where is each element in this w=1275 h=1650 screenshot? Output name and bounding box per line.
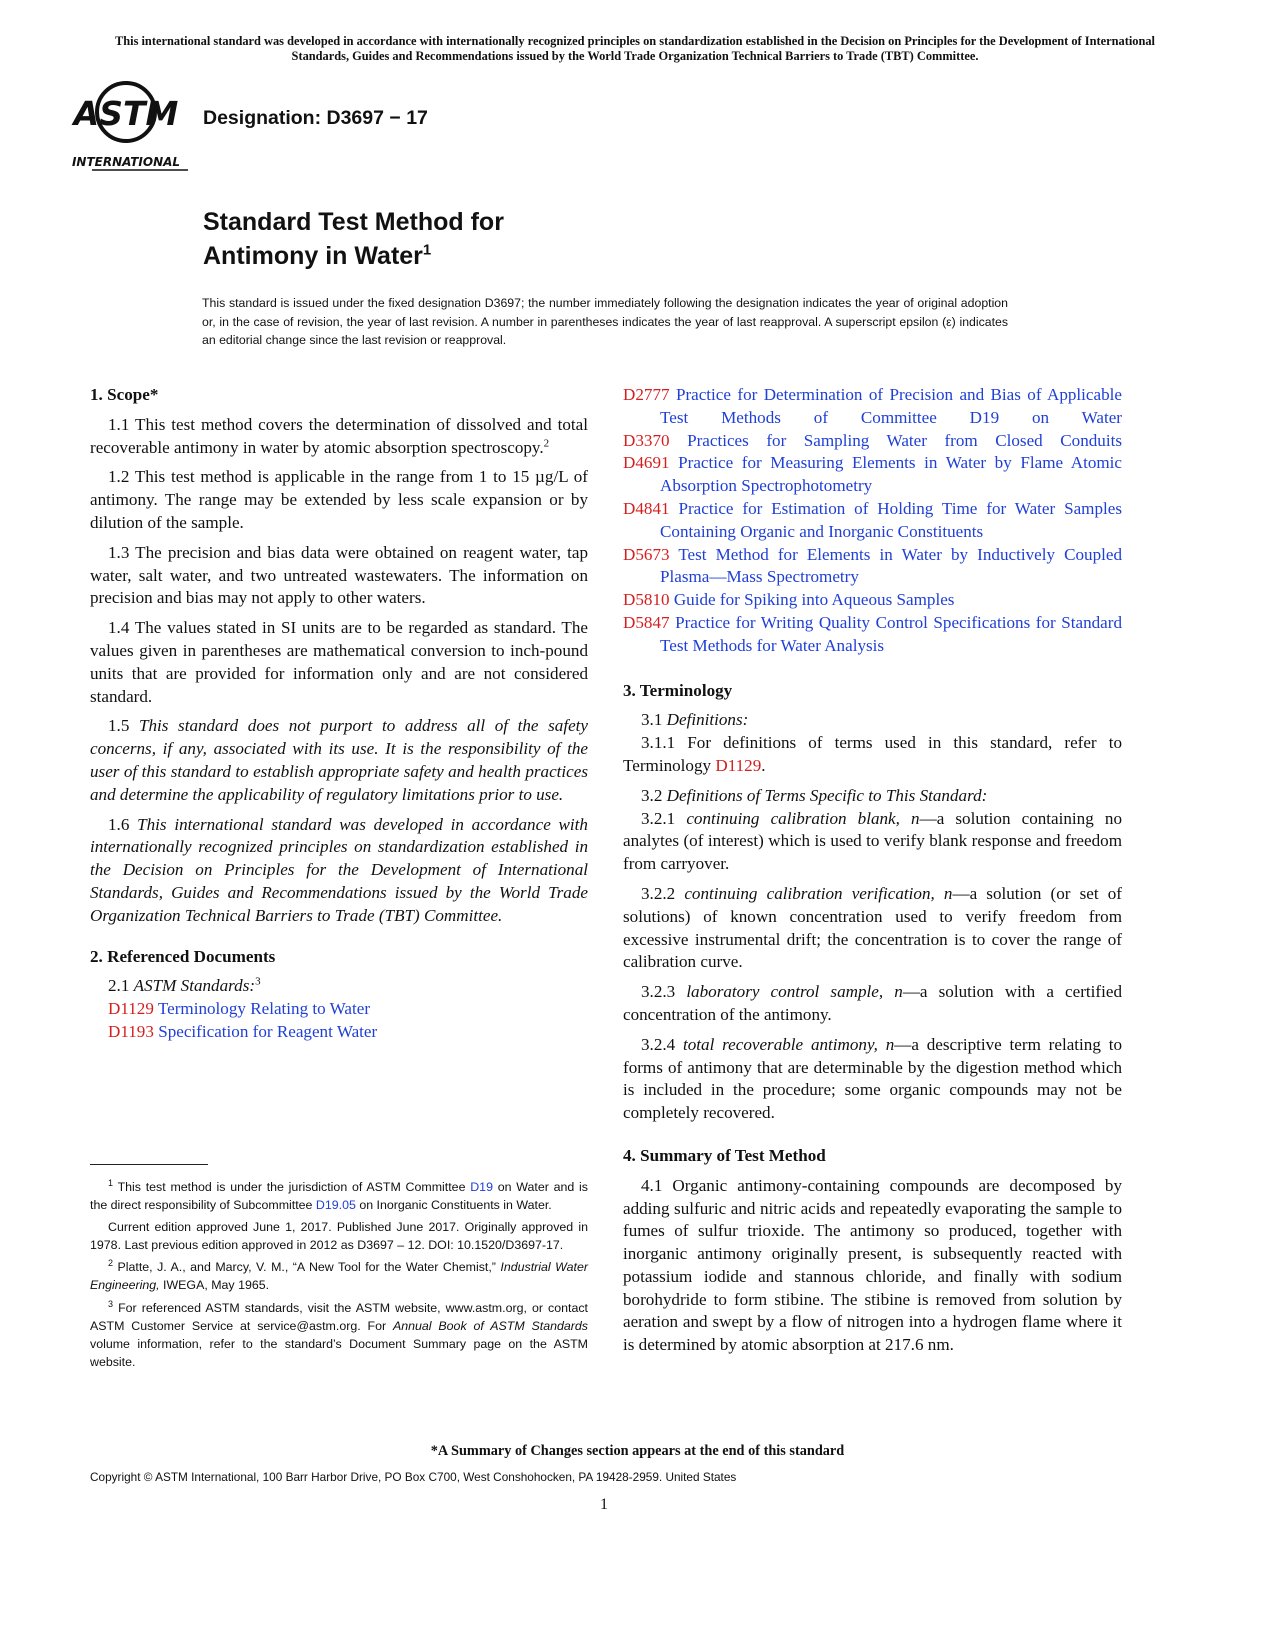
ref-d4691[interactable]: D4691 Practice for Measuring Elements in Water by Flame Atomic Absorption Spectrophotometry — [623, 453, 1122, 496]
left-column — [90, 384, 588, 1044]
paragraph-1-5: 1.5 This standard does not purport to address all of the safety concerns, if any, associated with its use. It is the responsibility of the user of this standard to establish appropriate safety and health practices and determine the applicability of regulatory limitations prior to use. — [90, 716, 588, 804]
footnote-link-d19[interactable]: D19 — [470, 1180, 493, 1194]
ref-d5673[interactable]: D5673 Test Method for Elements in Water by Inductively Coupled Plasma—Mass Spectrometry — [623, 544, 1123, 587]
ref-d1129[interactable]: D1129 Terminology Relating to Water — [108, 999, 371, 1019]
ref-d1193[interactable]: D1193 Specification for Reagent Water — [108, 1021, 378, 1041]
link-d1129[interactable]: D1129 — [715, 755, 762, 775]
designation: Designation: D3697 − 17 — [203, 107, 428, 129]
copyright-line: Copyright © ASTM International, 100 Barr Harbor Drive, PO Box C700, West Conshohocken, PA 19428-2959. United States — [90, 1470, 737, 1484]
title-footnote-mark: 1 — [422, 241, 432, 259]
footnote-1: $^1$ This test method is under the jurisdiction of ASTM Committee D19 on Water and is the direct responsibility of Subcommittee D19.05 on Inorganic Constituents in Water. — [90, 1177, 588, 1213]
title-line-1: Standard Test Method for — [203, 208, 504, 236]
footnote-link-d19-05[interactable]: D19.05 — [315, 1198, 356, 1213]
paragraph-3-2-1: 3.2.1 continuing calibration blank, n—a solution containing no analytes (of interest) which is used to verify blank response and freedom from carryover. — [623, 808, 1122, 874]
section-heading-terminology: 3. Terminology — [623, 680, 733, 700]
right-column — [623, 384, 1122, 1364]
paragraph-3-1: 3.1 Definitions: — [641, 710, 749, 730]
document-title — [203, 205, 504, 273]
page-number: 1 — [600, 1496, 608, 1513]
title-line-2: Antimony in Water$^1$ — [203, 241, 432, 270]
wto-notice: This international standard was developed in accordance with internationally recognized principles on standardization established in the Decision on Principles for the Development of International Standards, Guides and Recommendations issued by the World Trade Organization Technical Barriers to Trade (TBT) Committee. — [114, 34, 1156, 63]
ref-d5847[interactable]: D5847 Practice for Writing Quality Control Specifications for Standard Test Methods for Water Analysis — [623, 612, 1122, 655]
paragraph-2-1: 2.1 ASTM Standards:$^3$ — [108, 975, 261, 996]
paragraph-4-1: 4.1 Organic antimony-containing compounds are decomposed by adding sulfuric and nitric acids and repeatedly evaporating the sample to fumes of sulfur trioxide. The antimony so produced, together with inorganic antimony originally present, is subsequently reacted with potassium iodide and stannous chloride, and finally with sodium borohydride to form stibine. The stibine is removed from solution by aeration and swept by a flow of nitrogen into a hydrogen flame where it is determined by atomic absorption at 217.6 nm. — [623, 1175, 1122, 1355]
paragraph-3-2-2: 3.2.2 continuing calibration verification, n—a solution (or set of solutions) of known concentration used to verify freedom from excessive instrumental drift; the concentration is to cover the range of calibration curve. — [623, 883, 1122, 972]
ref-d2777[interactable]: D2777 Practice for Determination of Precision and Bias of Applicable Test Methods of Committee D19 on Water — [623, 385, 1122, 427]
paragraph-1-6: 1.6 This international standard was developed in accordance with internationally recognized principles on standardization established in the Decision on Principles for the Development of International Standards, Guides and Recommendations issued by the World Trade Organization Technical Barriers to Trade (TBT) Committee. — [90, 814, 588, 925]
astm-logo — [71, 82, 200, 174]
paragraph-3-1-1: 3.1.1 For definitions of terms used in this standard, refer to Terminology D1129. — [623, 733, 1122, 775]
section-heading-referenced-documents: 2. Referenced Documents — [90, 946, 276, 966]
paragraph-3-2-4: 3.2.4 total recoverable antimony, n—a descriptive term relating to forms of antimony that are determinable by the digestion method which is included in the procedure; some organic compounds may not be completely recovered. — [623, 1034, 1122, 1123]
section-heading-summary: 4. Summary of Test Method — [623, 1145, 826, 1165]
footnote-3: $^3$ For referenced ASTM standards, visit the ASTM website, www.astm.org, or contact ASTM Customer Service at service@astm.org. For Annual Book of ASTM Standards volume information, refer to the standard’s Document Summary page on the ASTM website. — [90, 1298, 588, 1369]
paragraph-3-2-3: 3.2.3 laboratory control sample, n—a solution with a certified concentration of the antimony. — [623, 982, 1122, 1024]
summary-of-changes-note: *A Summary of Changes section appears at the end of this standard — [430, 1443, 845, 1459]
paragraph-1-1: 1.1 This test method covers the determination of dissolved and total recoverable antimony in water by atomic absorption spectroscopy.$^2$ — [90, 414, 589, 457]
footnote-2: $^2$ Platte, J. A., and Marcy, V. M., “A New Tool for the Water Chemist,” Industrial Water Engineering, IWEGA, May 1965. — [90, 1258, 588, 1293]
ref-d4841[interactable]: D4841 Practice for Estimation of Holding Time for Water Samples Containing Organic and Inorganic Constituents — [623, 498, 1123, 541]
svg-text:ASTM: ASTM — [73, 94, 179, 133]
ref-d3370[interactable]: D3370 Practices for Sampling Water from Closed Conduits — [623, 430, 1122, 450]
paragraph-1-4: 1.4 The values stated in SI units are to be regarded as standard. The values given in parentheses are mathematical conversion to inch-pound units that are provided for information only and are not considered standard. — [90, 618, 588, 706]
paragraph-1-2: 1.2 This test method is applicable in the range from 1 to 15 µg/L of antimony. The range may be extended by less scale expansion or by dilution of the sample. — [90, 467, 588, 532]
footnote-1-edition: Current edition approved June 1, 2017. Published June 2017. Originally approved in 1978. Last previous edition approved in 2012 as D3697 – 12. DOI: 10.1520/D3697-17. — [90, 1220, 588, 1253]
footnote-divider — [90, 1164, 208, 1165]
paragraph-3-2: 3.2 Definitions of Terms Specific to This Standard: — [641, 785, 988, 805]
ref-d5810[interactable]: D5810 Guide for Spiking into Aqueous Samples — [623, 590, 955, 610]
svg-text:INTERNATIONAL: INTERNATIONAL — [71, 155, 181, 169]
footnotes — [90, 1178, 588, 1375]
section-heading-scope: 1. Scope* — [90, 385, 159, 404]
paragraph-1-3: 1.3 The precision and bias data were obtained on reagent water, tap water, salt water, and two untreated wastewaters. The information on precision and bias may not apply to other waters. — [90, 542, 588, 608]
preamble: This standard is issued under the fixed designation D3697; the number immediately following the designation indicates the year of original adoption or, in the case of revision, the year of last revision. A number in parentheses indicates the year of last reapproval. A superscript epsilon (ε) indicates an editorial change since the last revision or reapproval. — [202, 296, 1008, 347]
